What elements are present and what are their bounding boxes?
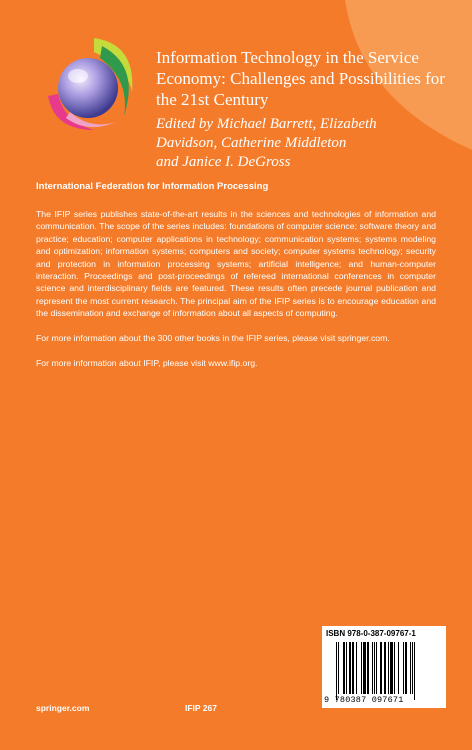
- barcode-digits: 9 780387 097671: [324, 695, 404, 705]
- barcode-bar: [380, 642, 382, 694]
- editor-line: Edited by Michael Barrett, Elizabeth: [156, 116, 377, 132]
- barcode-bar: [394, 642, 395, 694]
- barcode-bar: [374, 642, 375, 694]
- description-paragraph: For more information about the 300 other books in the IFIP series, please visit springer.com.: [36, 333, 390, 344]
- barcode-bar: [372, 642, 373, 694]
- barcode-bar: [414, 642, 415, 700]
- barcode-bar: [361, 642, 362, 694]
- editor-line: and Janice I. DeGross: [156, 154, 291, 170]
- series-description: [36, 208, 436, 382]
- barcode-bar: [403, 642, 404, 694]
- barcode-bar: [336, 642, 337, 700]
- barcode-bars: [336, 642, 442, 694]
- barcode-bar: [367, 642, 369, 694]
- description-paragraph: For more information about IFIP, please visit www.ifip.org.: [36, 357, 258, 368]
- barcode-bar: [352, 642, 354, 694]
- barcode-bar: [343, 642, 345, 694]
- barcode-bar: [338, 642, 339, 694]
- barcode-bar: [349, 642, 351, 694]
- editor-line: Davidson, Catherine Middleton: [156, 135, 347, 151]
- ifip-globe-logo-icon: [44, 34, 140, 134]
- barcode-bar: [398, 642, 399, 694]
- series-heading: International Federation for Information Processing: [36, 181, 269, 192]
- barcode-box: [322, 626, 446, 708]
- barcode-bar: [384, 642, 386, 694]
- barcode-bar: [356, 642, 357, 694]
- series-number: IFIP 267: [185, 703, 217, 713]
- isbn-label: ISBN 978-0-387-09767-1: [326, 629, 416, 638]
- barcode-bar: [405, 642, 407, 694]
- barcode-bar: [363, 642, 366, 694]
- barcode-bar: [412, 642, 413, 694]
- publisher-url: springer.com: [36, 703, 90, 713]
- book-title: Information Technology in the Service Economy: Challenges and Possibilities for the 21st Century: [156, 48, 445, 109]
- barcode-bar: [390, 642, 393, 694]
- book-editors: [156, 115, 456, 172]
- barcode-bar: [410, 642, 411, 694]
- barcode-bar: [376, 642, 377, 694]
- barcode-bar: [346, 642, 347, 694]
- description-paragraph: The IFIP series publishes state-of-the-art results in the sciences and technologies of information and communication. The scope of the series includes: foundations of computer science; software theory and practice; education; computer applications in technology; communication systems; systems modeling and optimization; information systems; computers and society; computer systems technology; security and protection in information processing systems; artificial intelligence; and human-computer interaction. Proceedings and post-proceedings of refereed international conferences in computer science and interdisciplinary fields are featured. These results often precede journal publication and represent the most current research. The principal aim of the IFIP series is to encourage education and the dissemination and exchange of information about all aspects of computing.: [36, 209, 436, 319]
- barcode-bar: [388, 642, 389, 694]
